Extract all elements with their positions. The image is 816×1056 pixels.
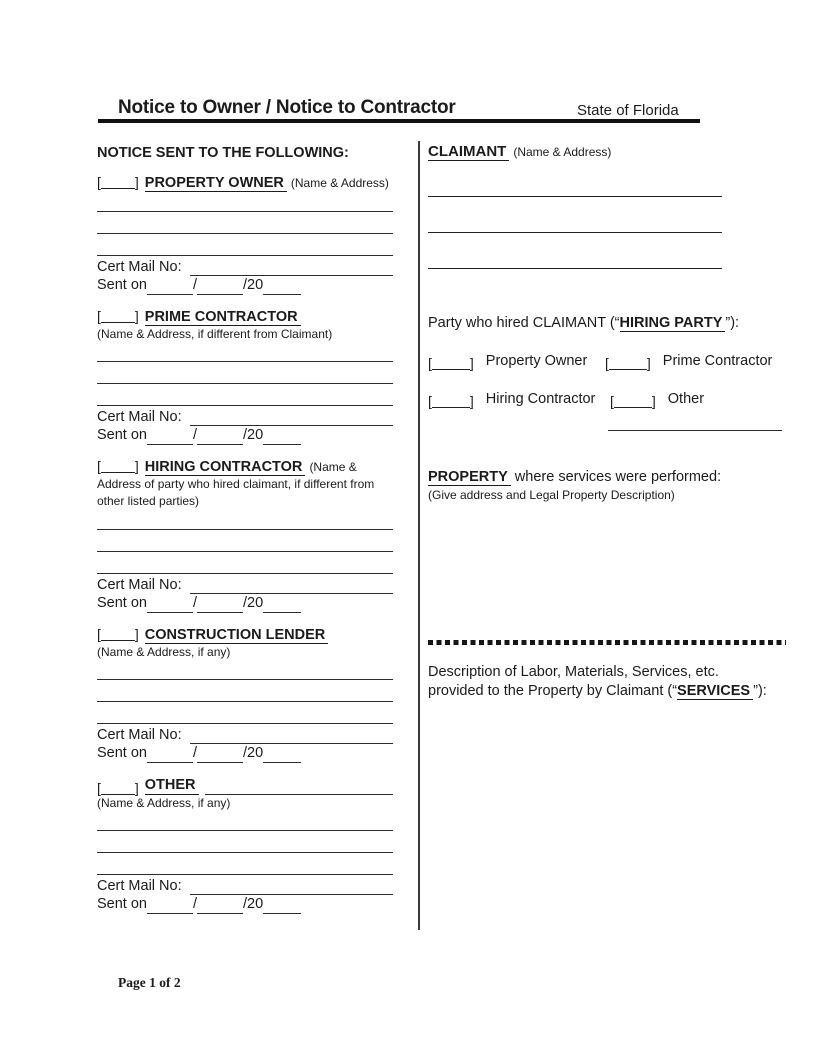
page-title: Notice to Owner / Notice to Contractor [118,97,456,118]
sent-month-line[interactable] [147,748,193,763]
checkbox-construction-lender[interactable] [97,627,139,641]
sent-on-row [97,426,393,445]
cert-mail-row [97,576,393,594]
claimant-subtitle: (Name & Address) [513,145,612,159]
property-heading [428,468,784,487]
section-subtitle: (Name & Address, if different from Claimant) [97,327,333,341]
slash: / [193,595,198,611]
checkbox-line [609,357,647,370]
option-label: Hiring Contractor [485,391,596,407]
sent-month-line[interactable] [147,280,193,295]
section-title: HIRING CONTRACTOR [145,459,306,476]
cert-mail-row [97,258,393,276]
hiring-party-row-1 [428,352,784,370]
fill-line[interactable] [97,702,393,724]
bracket-right: ] [469,355,474,371]
property-subtitle: (Give address and Legal Property Description) [428,488,675,502]
bracket-left: [ [97,626,101,642]
option-prime-contractor [605,352,772,370]
section-other [97,777,393,914]
option-hiring-contractor [428,390,610,408]
checkbox-hp-hiring-contractor[interactable] [428,394,474,408]
services-line-1: Description of Labor, Materials, Services, etc. [428,663,719,680]
fill-line[interactable] [97,853,393,875]
sent-month-line[interactable] [147,899,193,914]
checkbox-line [614,395,652,408]
fill-line[interactable] [97,384,393,406]
page-number: Page 1 of 2 [118,975,181,990]
slash: / [193,896,198,912]
sent-on-label: Sent on [97,595,147,611]
cert-mail-row [97,408,393,426]
bracket-left: [ [97,174,101,190]
cert-mail-row [97,877,393,895]
slash: / [193,427,198,443]
header-rule [98,119,700,123]
section-subtitle: (Name & Address of party who hired claimant, if different from other listed parties) [97,460,375,508]
checkbox-hp-property-owner[interactable] [428,356,474,370]
claimant-fill-line[interactable] [428,161,722,197]
slash: / [193,277,198,293]
cert-mail-row [97,726,393,744]
cert-mail-label: Cert Mail No: [97,727,182,743]
bracket-left: [ [605,355,609,371]
sent-on-label: Sent on [97,896,147,912]
cert-mail-line[interactable] [190,729,393,744]
bracket-right: ] [646,355,651,371]
section-subtitle: (Name & Address, if any) [97,645,231,659]
year-prefix: /20 [243,427,264,443]
hiring-party-prefix: Party who hired CLAIMANT (“ [428,315,620,331]
checkbox-hp-prime-contractor[interactable] [605,356,651,370]
fill-line[interactable] [97,234,393,256]
option-label: Prime Contractor [662,353,773,369]
section-title-row [97,459,393,510]
section-title-row [97,777,393,795]
section-prime-contractor [97,309,393,445]
cert-mail-line[interactable] [190,579,393,594]
sent-day-line[interactable] [197,899,243,914]
services-bold: SERVICES [677,683,753,700]
section-title-row [97,175,393,192]
cert-mail-line[interactable] [190,261,393,276]
fill-line[interactable] [97,530,393,552]
sent-on-label: Sent on [97,277,147,293]
cert-mail-line[interactable] [190,880,393,895]
checkbox-hiring-contractor[interactable] [97,459,139,473]
section-subtitle: (Name & Address, if any) [97,796,231,810]
cert-mail-label: Cert Mail No: [97,577,182,593]
hiring-party-label [428,314,784,332]
hiring-party-other-line[interactable] [608,408,782,431]
year-prefix: /20 [243,745,264,761]
sent-on-row [97,744,393,763]
fill-line[interactable] [97,811,393,831]
claimant-fill-line[interactable] [428,233,722,269]
property-title: PROPERTY [428,469,511,486]
bracket-right: ] [134,308,139,324]
bracket-left: [ [97,458,101,474]
sent-year-line[interactable] [263,430,301,445]
cert-mail-label: Cert Mail No: [97,259,182,275]
sent-on-row [97,594,393,613]
other-title-line[interactable] [205,781,393,795]
bracket-right: ] [134,458,139,474]
sent-day-line[interactable] [197,598,243,613]
sent-on-label: Sent on [97,427,147,443]
section-title-row [97,627,393,644]
left-column-heading: NOTICE SENT TO THE FOLLOWING: [97,145,349,161]
section-title: PRIME CONTRACTOR [145,309,301,326]
claimant-heading [428,138,784,161]
sent-day-line[interactable] [197,748,243,763]
checkbox-line [101,628,135,641]
section-title-row [97,309,393,326]
sent-on-label: Sent on [97,745,147,761]
property-rest: where services were performed: [510,469,722,485]
sent-on-row [97,276,393,295]
bracket-right: ] [134,780,139,796]
fill-line[interactable] [97,192,393,212]
right-column [428,138,784,701]
hiring-party-bold: HIRING PARTY [620,315,726,332]
fill-line[interactable] [97,510,393,530]
sent-month-line[interactable] [147,430,193,445]
bracket-right: ] [134,626,139,642]
sent-day-line[interactable] [197,280,243,295]
checkbox-hp-other[interactable] [610,394,656,408]
services-prefix: provided to the Property by Claimant (“ [428,682,678,699]
slash: / [193,745,198,761]
services-line-2 [428,682,784,701]
checkbox-prime-contractor[interactable] [97,309,139,323]
fill-line[interactable] [97,342,393,362]
column-divider [418,141,420,930]
dotted-separator [428,640,786,645]
fill-line[interactable] [97,831,393,853]
checkbox-line [101,782,135,795]
section-title: CONSTRUCTION LENDER [145,627,328,644]
cert-mail-label: Cert Mail No: [97,409,182,425]
year-prefix: /20 [243,277,264,293]
bracket-left: [ [97,780,101,796]
sent-year-line[interactable] [263,899,301,914]
services-description [428,663,784,701]
sent-on-row [97,895,393,914]
fill-line[interactable] [97,680,393,702]
claimant-fill-line[interactable] [428,197,722,233]
checkbox-line [432,395,470,408]
bracket-right: ] [469,393,474,409]
hiring-party-row-2 [428,390,784,408]
services-suffix: ”): [753,682,767,699]
section-hiring-contractor [97,459,393,613]
sent-year-line[interactable] [263,748,301,763]
bracket-right: ] [134,174,139,190]
claimant-title: CLAIMANT [428,143,509,161]
checkbox-line [101,460,135,473]
section-construction-lender [97,627,393,763]
left-column [97,138,393,914]
section-title: PROPERTY OWNER [145,175,287,192]
option-property-owner [428,352,605,370]
bracket-left: [ [428,393,432,409]
year-prefix: /20 [243,595,264,611]
option-label: Property Owner [485,353,588,369]
bracket-right: ] [651,393,656,409]
checkbox-line [101,310,135,323]
bracket-left: [ [428,355,432,371]
section-subtitle: (Name & Address) [290,176,389,190]
fill-line[interactable] [97,212,393,234]
option-other [610,390,704,408]
bracket-left: [ [97,308,101,324]
bracket-left: [ [610,393,614,409]
checkbox-property-owner[interactable] [97,175,139,189]
checkbox-other[interactable] [97,781,139,795]
section-title: OTHER [145,777,199,795]
option-label: Other [667,391,705,407]
state-label: State of Florida [577,102,679,119]
fill-line[interactable] [97,660,393,680]
sent-year-line[interactable] [263,598,301,613]
section-property-owner [97,175,393,295]
checkbox-line [101,176,135,189]
year-prefix: /20 [243,896,264,912]
cert-mail-line[interactable] [190,411,393,426]
sent-month-line[interactable] [147,598,193,613]
fill-line[interactable] [97,552,393,574]
sent-day-line[interactable] [197,430,243,445]
sent-year-line[interactable] [263,280,301,295]
fill-line[interactable] [97,362,393,384]
hiring-party-suffix: ”): [725,315,740,331]
checkbox-line [432,357,470,370]
cert-mail-label: Cert Mail No: [97,878,182,894]
